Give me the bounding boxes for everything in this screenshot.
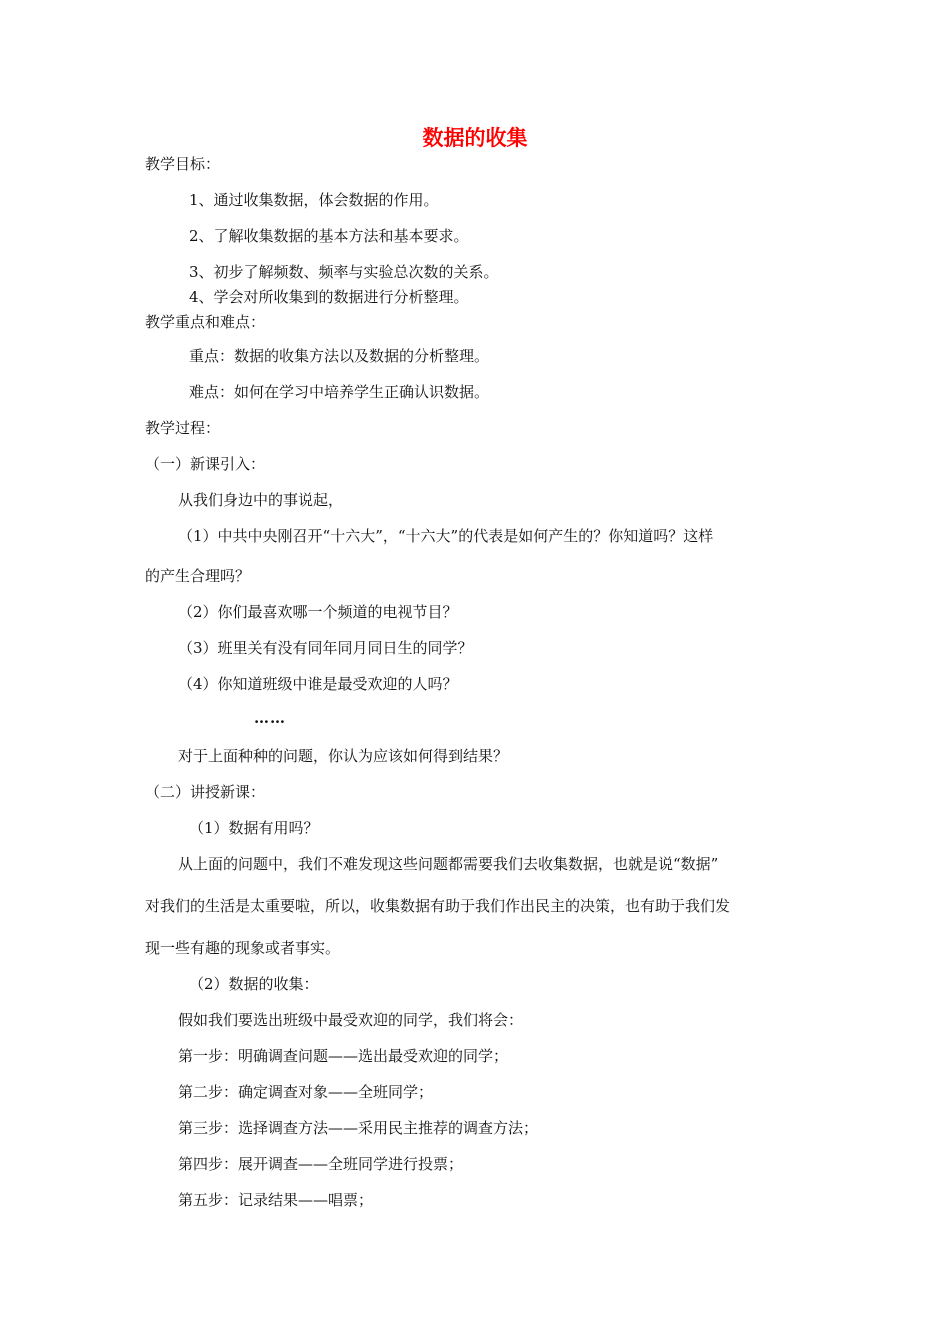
intro-lead: 从我们身边中的事说起， [178, 491, 344, 509]
section-heading-intro: （一）新课引入： [145, 455, 266, 473]
document-title: 数据的收集 [422, 126, 528, 150]
question-2: （2）你们最喜欢哪一个频道的电视节目？ [178, 603, 458, 621]
subsection-1-heading: （1）数据有用吗？ [189, 819, 319, 837]
step-item: 第五步：记录结果——唱票； [178, 1191, 374, 1209]
step-item: 第一步：明确调查问题——选出最受欢迎的同学； [178, 1047, 509, 1065]
subsection-2-lead: 假如我们要选出班级中最受欢迎的同学，我们将会： [178, 1011, 524, 1029]
question-1-line-1: （1）中共中央刚召开“十六大”，“十六大”的代表是如何产生的？你知道吗？这样 [178, 527, 714, 545]
intro-closing: 对于上面种种的问题，你认为应该如何得到结果？ [178, 747, 509, 765]
objective-item: 3、初步了解频数、频率与实验总次数的关系。 [189, 263, 499, 281]
process-heading: 教学过程： [145, 419, 221, 437]
step-item: 第四步：展开调查——全班同学进行投票； [178, 1155, 464, 1173]
question-1-line-2: 的产生合理吗？ [145, 567, 251, 585]
subsection-2-heading: （2）数据的收集： [189, 975, 319, 993]
question-3: （3）班里关有没有同年同月同日生的同学？ [178, 639, 473, 657]
step-item: 第二步：确定调查对象——全班同学； [178, 1083, 434, 1101]
objective-item: 2、了解收集数据的基本方法和基本要求。 [189, 227, 469, 245]
paragraph-line: 现一些有趣的现象或者事实。 [145, 939, 341, 957]
question-4: （4）你知道班级中谁是最受欢迎的人吗？ [178, 675, 458, 693]
paragraph-line: 对我们的生活是太重要啦，所以，收集数据有助于我们作出民主的决策，也有助于我们发 [145, 897, 731, 915]
focus-point: 重点：数据的收集方法以及数据的分析整理。 [189, 347, 490, 365]
section-heading-lecture: （二）讲授新课： [145, 783, 266, 801]
key-points-heading: 教学重点和难点： [145, 313, 266, 331]
objective-item: 1、通过收集数据，体会数据的作用。 [189, 191, 439, 209]
paragraph-line: 从上面的问题中，我们不难发现这些问题都需要我们去收集数据，也就是说“数据” [178, 855, 719, 873]
objectives-heading: 教学目标： [145, 155, 221, 173]
step-item: 第三步：选择调查方法——采用民主推荐的调查方法； [178, 1119, 539, 1137]
ellipsis: …… [254, 709, 286, 727]
objective-item: 4、学会对所收集到的数据进行分析整理。 [189, 288, 469, 306]
difficulty-point: 难点：如何在学习中培养学生正确认识数据。 [189, 383, 490, 401]
